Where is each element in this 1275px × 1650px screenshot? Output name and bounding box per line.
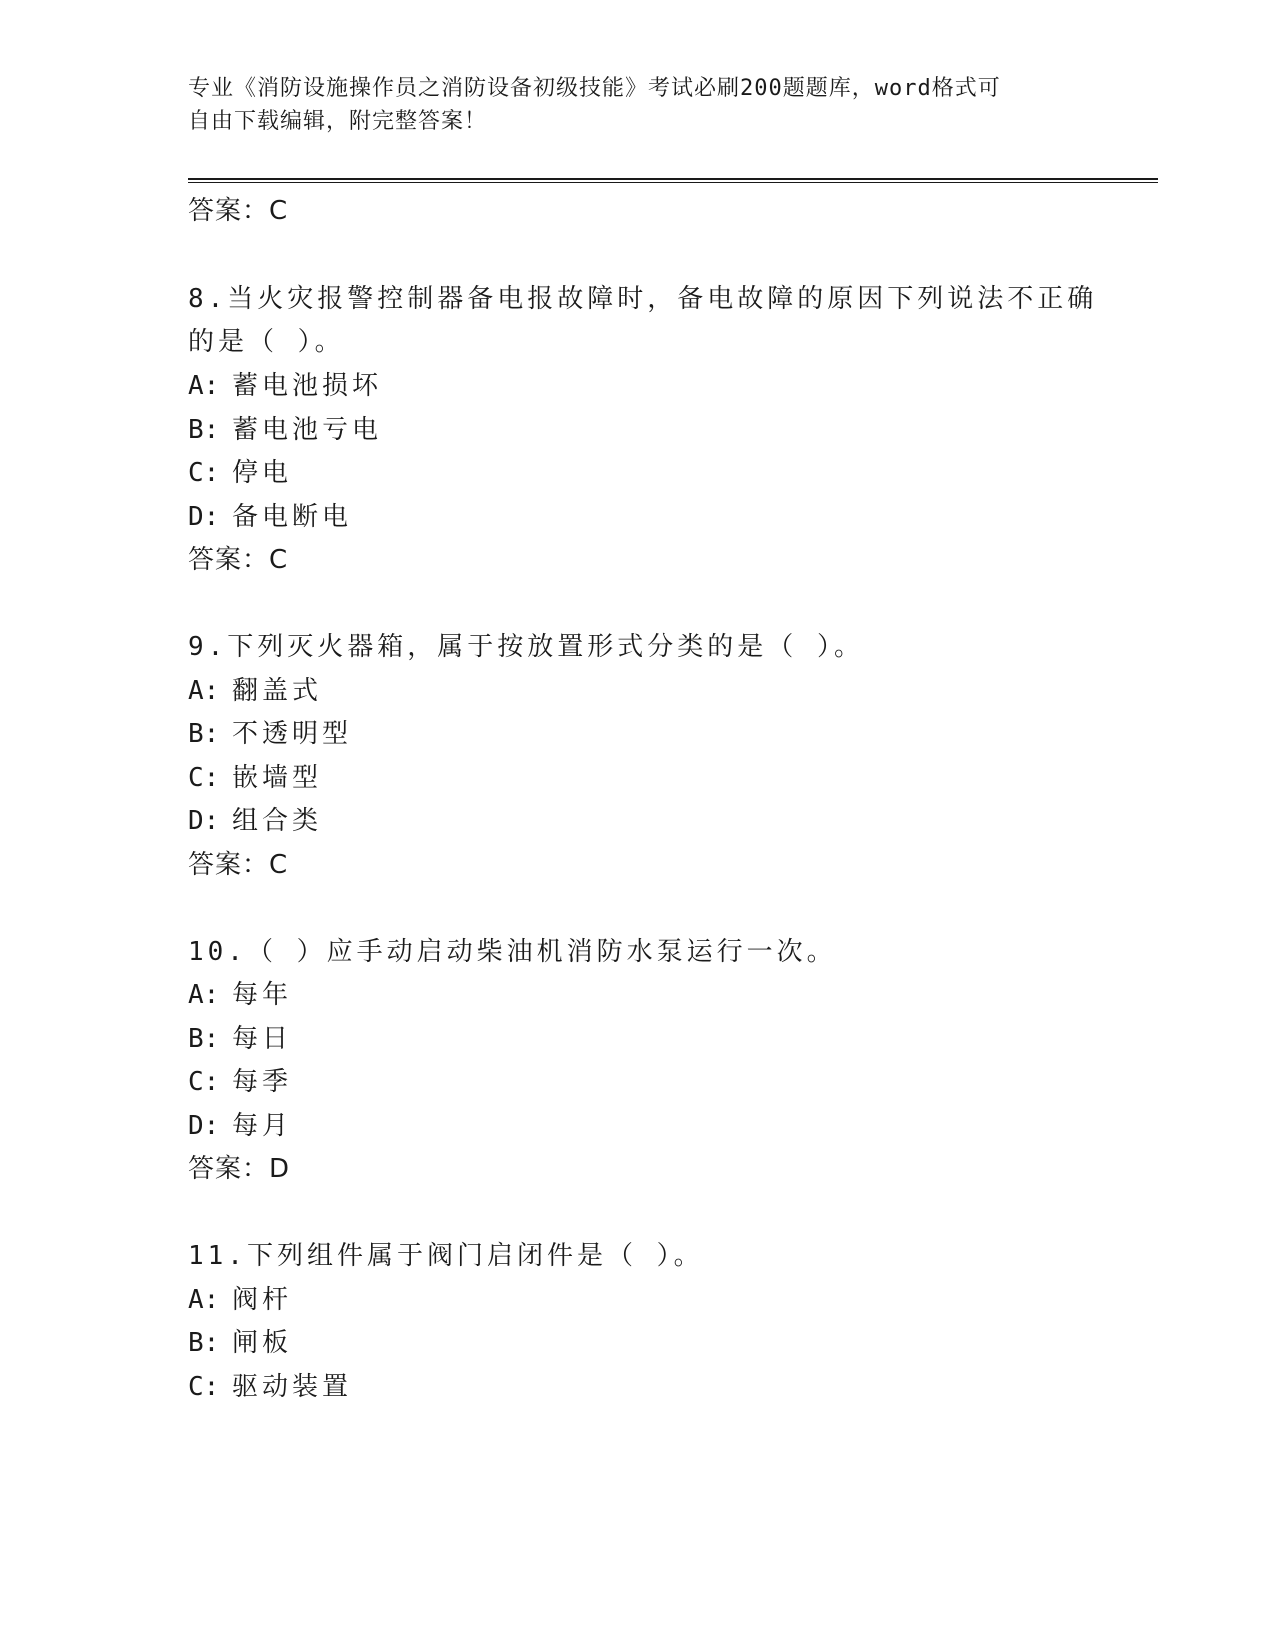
header-divider <box>188 178 1158 183</box>
option-label: B: <box>188 1328 220 1358</box>
option-text: 备电断电 <box>232 502 353 532</box>
question-9-answer: 答案：C <box>188 850 289 880</box>
question-10-stem: 10.（ ）应手动启动柴油机消防水泵运行一次。 <box>188 937 837 967</box>
question-8-option-d <box>188 497 352 537</box>
option-label: B: <box>188 1024 220 1054</box>
question-10-option-a <box>188 975 292 1015</box>
question-10-answer: 答案：D <box>188 1154 291 1184</box>
question-9-option-d <box>188 801 322 841</box>
option-label: B: <box>188 719 220 749</box>
option-text: 停电 <box>232 458 293 488</box>
question-9-option-b <box>188 714 352 754</box>
header-line-1: 专业《消防设施操作员之消防设备初级技能》考试必刷200题题库，word格式可 <box>188 76 1001 101</box>
question-8-option-c <box>188 453 292 493</box>
question-10-option-d <box>188 1106 292 1146</box>
option-text: 蓄电池亏电 <box>232 415 383 445</box>
document-header <box>188 72 1088 138</box>
question-11-option-a <box>188 1280 292 1320</box>
option-text: 每季 <box>232 1067 293 1097</box>
option-text: 每日 <box>232 1024 293 1054</box>
question-8-option-a <box>188 366 382 406</box>
question-11-option-c <box>188 1367 352 1407</box>
question-8-option-b <box>188 410 382 450</box>
option-text: 驱动装置 <box>232 1372 353 1402</box>
option-text: 组合类 <box>232 806 323 836</box>
question-8-stem-line-1: 8.当火灾报警控制器备电报故障时，备电故障的原因下列说法不正确 <box>188 284 1098 314</box>
answer-previous: 答案：C <box>188 196 289 226</box>
question-9-option-c <box>188 758 322 798</box>
option-label: A: <box>188 980 220 1010</box>
option-text: 每月 <box>232 1111 293 1141</box>
option-label: A: <box>188 1285 220 1315</box>
question-11-option-b <box>188 1323 292 1363</box>
option-label: C: <box>188 1372 220 1402</box>
option-label: B: <box>188 415 220 445</box>
question-10-option-c <box>188 1062 292 1102</box>
header-line-2: 自由下载编辑，附完整答案！ <box>188 109 488 134</box>
option-text: 嵌墙型 <box>232 763 323 793</box>
question-11-stem: 11.下列组件属于阀门启闭件是（ ）。 <box>188 1241 704 1271</box>
question-8-stem-line-2: 的是（ ）。 <box>188 327 345 357</box>
question-8-answer: 答案：C <box>188 545 289 575</box>
option-text: 每年 <box>232 980 293 1010</box>
option-label: D: <box>188 806 220 836</box>
option-label: A: <box>188 371 220 401</box>
option-text: 阀杆 <box>232 1285 293 1315</box>
question-9-option-a <box>188 671 322 711</box>
option-text: 蓄电池损坏 <box>232 371 383 401</box>
option-label: C: <box>188 458 220 488</box>
option-text: 闸板 <box>232 1328 293 1358</box>
option-label: A: <box>188 676 220 706</box>
option-label: C: <box>188 1067 220 1097</box>
question-9-stem: 9.下列灭火器箱，属于按放置形式分类的是（ ）。 <box>188 632 864 662</box>
option-label: C: <box>188 763 220 793</box>
option-text: 翻盖式 <box>232 676 323 706</box>
question-10-option-b <box>188 1019 292 1059</box>
option-label: D: <box>188 502 220 532</box>
option-text: 不透明型 <box>232 719 353 749</box>
option-label: D: <box>188 1111 220 1141</box>
